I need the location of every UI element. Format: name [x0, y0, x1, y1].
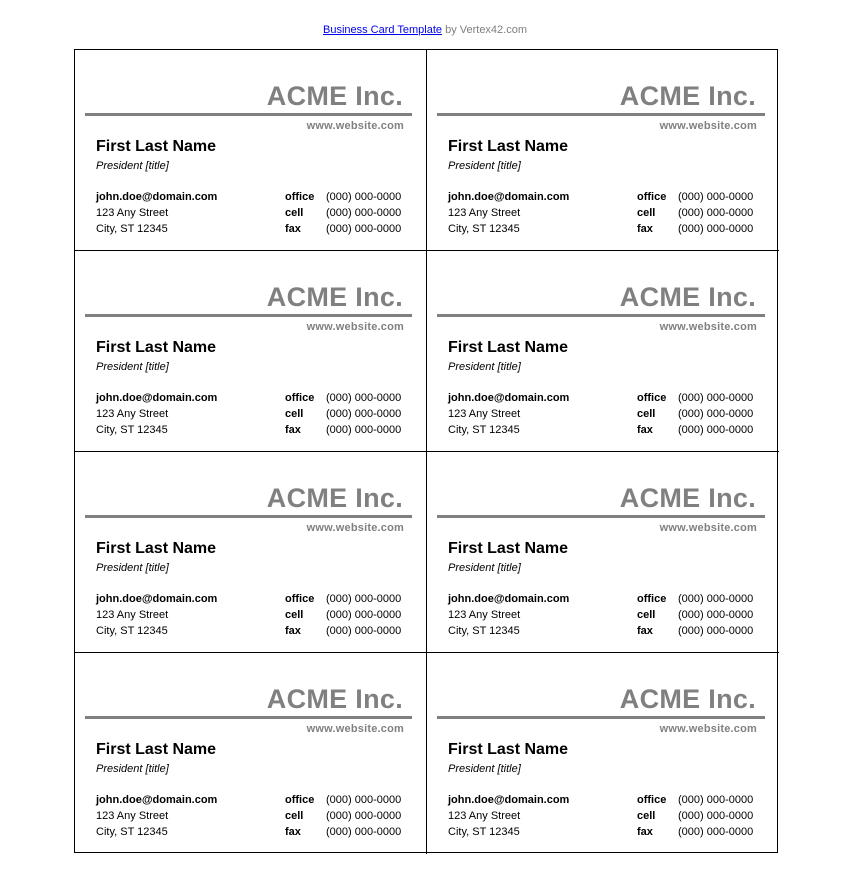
divider-line — [85, 716, 412, 719]
company-name: ACME Inc. — [266, 483, 403, 513]
email: john.doe@domain.com — [448, 794, 570, 806]
city-state-zip: City, ST 12345 — [96, 223, 168, 235]
person-name: First Last Name — [448, 339, 569, 356]
email: john.doe@domain.com — [96, 392, 218, 404]
phone-number-office: (000) 000-0000 — [678, 191, 754, 203]
company-name: ACME Inc. — [266, 282, 403, 312]
divider-line — [437, 314, 765, 317]
city-state-zip: City, ST 12345 — [448, 424, 520, 436]
phone-label-office: office — [637, 593, 667, 605]
business-card — [427, 251, 779, 452]
business-card — [427, 653, 779, 854]
header-suffix: by Vertex42.com — [442, 24, 528, 36]
phone-label-fax: fax — [285, 424, 301, 436]
person-name: First Last Name — [96, 339, 217, 356]
website: www.website.com — [659, 321, 757, 333]
phone-label-office: office — [285, 191, 315, 203]
city-state-zip: City, ST 12345 — [96, 424, 168, 436]
company-name: ACME Inc. — [619, 81, 756, 111]
person-title: President [title] — [448, 160, 521, 172]
person-title: President [title] — [96, 763, 169, 775]
email: john.doe@domain.com — [448, 593, 570, 605]
phone-number-office: (000) 000-0000 — [326, 392, 402, 404]
street-address: 123 Any Street — [96, 207, 169, 219]
divider-line — [85, 314, 412, 317]
email: john.doe@domain.com — [96, 593, 218, 605]
phone-label-office: office — [637, 794, 667, 806]
company-name: ACME Inc. — [266, 684, 403, 714]
street-address: 123 Any Street — [448, 609, 521, 621]
phone-label-cell: cell — [637, 609, 656, 621]
phone-label-cell: cell — [285, 810, 304, 822]
street-address: 123 Any Street — [96, 609, 169, 621]
company-name: ACME Inc. — [619, 684, 756, 714]
phone-label-fax: fax — [637, 625, 653, 637]
card-sheet — [74, 49, 778, 853]
business-card — [75, 653, 427, 854]
phone-number-cell: (000) 000-0000 — [678, 207, 754, 219]
city-state-zip: City, ST 12345 — [448, 625, 520, 637]
phone-number-cell: (000) 000-0000 — [678, 609, 754, 621]
business-card — [427, 452, 779, 653]
person-name: First Last Name — [96, 138, 217, 155]
phone-number-office: (000) 000-0000 — [326, 191, 402, 203]
phone-label-cell: cell — [637, 207, 656, 219]
phone-number-fax: (000) 000-0000 — [678, 625, 754, 637]
phone-number-cell: (000) 000-0000 — [326, 810, 402, 822]
business-card — [75, 452, 427, 653]
phone-label-cell: cell — [285, 408, 304, 420]
website: www.website.com — [306, 321, 404, 333]
city-state-zip: City, ST 12345 — [96, 625, 168, 637]
city-state-zip: City, ST 12345 — [96, 826, 168, 838]
phone-label-fax: fax — [285, 223, 301, 235]
email: john.doe@domain.com — [96, 191, 218, 203]
phone-label-fax: fax — [637, 826, 653, 838]
phone-number-fax: (000) 000-0000 — [326, 826, 402, 838]
phone-label-office: office — [637, 392, 667, 404]
street-address: 123 Any Street — [96, 408, 169, 420]
phone-number-fax: (000) 000-0000 — [678, 424, 754, 436]
person-name: First Last Name — [96, 741, 217, 758]
phone-label-fax: fax — [285, 625, 301, 637]
phone-number-cell: (000) 000-0000 — [678, 408, 754, 420]
phone-label-office: office — [285, 593, 315, 605]
phone-number-cell: (000) 000-0000 — [326, 207, 402, 219]
person-title: President [title] — [448, 361, 521, 373]
business-card — [75, 251, 427, 452]
divider-line — [85, 113, 412, 116]
email: john.doe@domain.com — [96, 794, 218, 806]
email: john.doe@domain.com — [448, 392, 570, 404]
phone-number-fax: (000) 000-0000 — [326, 223, 402, 235]
divider-line — [437, 113, 765, 116]
person-title: President [title] — [96, 361, 169, 373]
divider-line — [437, 515, 765, 518]
phone-number-cell: (000) 000-0000 — [326, 609, 402, 621]
divider-line — [85, 515, 412, 518]
phone-label-office: office — [285, 392, 315, 404]
person-title: President [title] — [96, 160, 169, 172]
website: www.website.com — [306, 120, 404, 132]
company-name: ACME Inc. — [619, 483, 756, 513]
person-name: First Last Name — [448, 741, 569, 758]
person-title: President [title] — [448, 763, 521, 775]
website: www.website.com — [659, 522, 757, 534]
website: www.website.com — [659, 120, 757, 132]
phone-label-fax: fax — [285, 826, 301, 838]
phone-number-fax: (000) 000-0000 — [326, 424, 402, 436]
phone-label-cell: cell — [637, 408, 656, 420]
email: john.doe@domain.com — [448, 191, 570, 203]
person-title: President [title] — [448, 562, 521, 574]
phone-label-fax: fax — [637, 424, 653, 436]
person-name: First Last Name — [448, 138, 569, 155]
phone-label-office: office — [285, 794, 315, 806]
person-title: President [title] — [96, 562, 169, 574]
business-card — [427, 50, 779, 251]
phone-label-office: office — [637, 191, 667, 203]
website: www.website.com — [306, 723, 404, 735]
city-state-zip: City, ST 12345 — [448, 223, 520, 235]
phone-label-fax: fax — [637, 223, 653, 235]
company-name: ACME Inc. — [619, 282, 756, 312]
phone-number-office: (000) 000-0000 — [678, 392, 754, 404]
phone-number-fax: (000) 000-0000 — [678, 223, 754, 235]
phone-number-office: (000) 000-0000 — [678, 794, 754, 806]
phone-number-office: (000) 000-0000 — [326, 593, 402, 605]
business-card — [75, 50, 427, 251]
street-address: 123 Any Street — [448, 408, 521, 420]
street-address: 123 Any Street — [448, 207, 521, 219]
phone-number-fax: (000) 000-0000 — [326, 625, 402, 637]
street-address: 123 Any Street — [96, 810, 169, 822]
street-address: 123 Any Street — [448, 810, 521, 822]
company-name: ACME Inc. — [266, 81, 403, 111]
phone-number-office: (000) 000-0000 — [678, 593, 754, 605]
page-header — [0, 24, 850, 36]
website: www.website.com — [659, 723, 757, 735]
phone-number-office: (000) 000-0000 — [326, 794, 402, 806]
city-state-zip: City, ST 12345 — [448, 826, 520, 838]
template-link[interactable]: Business Card Template — [322, 24, 443, 36]
phone-number-cell: (000) 000-0000 — [678, 810, 754, 822]
person-name: First Last Name — [448, 540, 569, 557]
divider-line — [437, 716, 765, 719]
website: www.website.com — [306, 522, 404, 534]
person-name: First Last Name — [96, 540, 217, 557]
phone-label-cell: cell — [285, 609, 304, 621]
phone-label-cell: cell — [637, 810, 656, 822]
phone-number-cell: (000) 000-0000 — [326, 408, 402, 420]
phone-number-fax: (000) 000-0000 — [678, 826, 754, 838]
phone-label-cell: cell — [285, 207, 304, 219]
